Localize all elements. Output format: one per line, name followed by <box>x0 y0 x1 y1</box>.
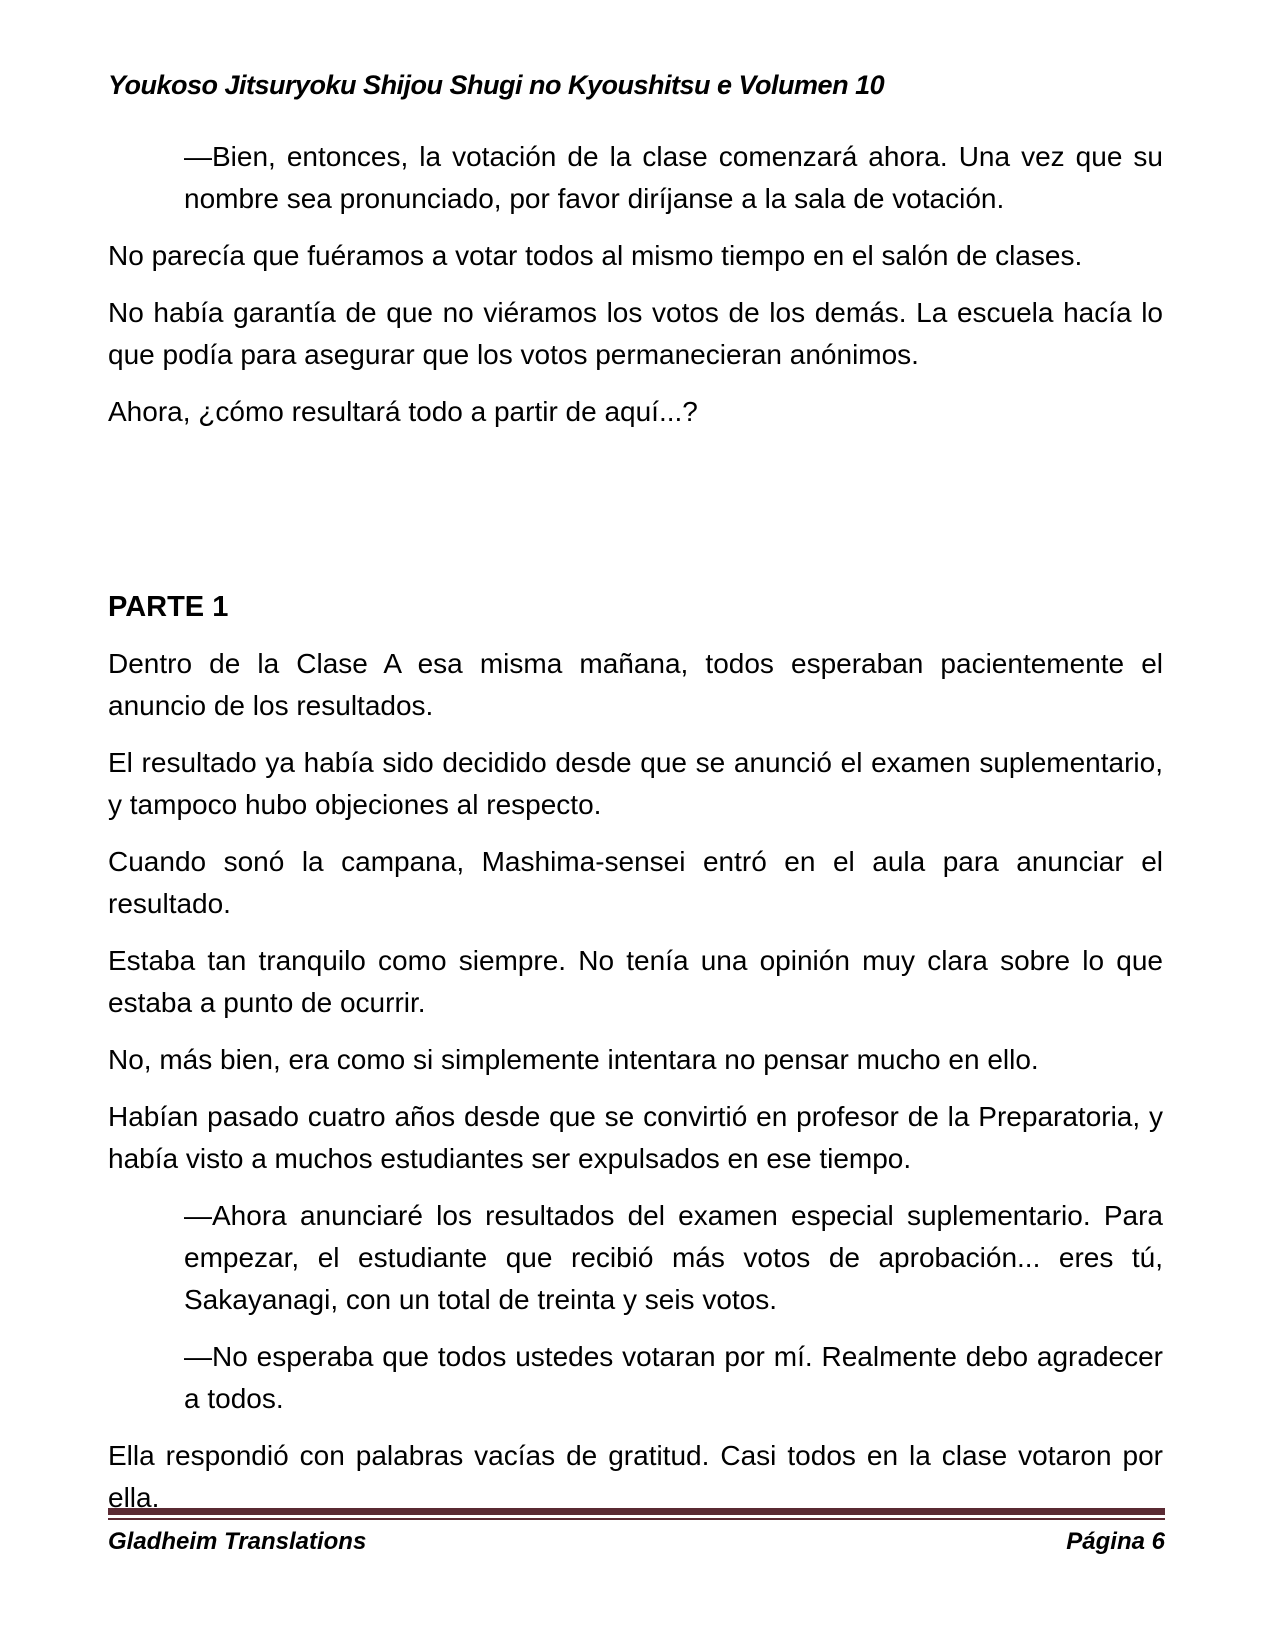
footer-text-row <box>108 1528 1165 1556</box>
section-heading: PARTE 1 <box>108 591 229 623</box>
body-paragraph: Habían pasado cuatro años desde que se convirtió en profesor de la Preparatoria, y había visto a muchos estudiantes ser expulsados en ese tiempo. <box>108 1101 1163 1174</box>
body-paragraph: Estaba tan tranquilo como siempre. No tenía una opinión muy clara sobre lo que estaba a punto de ocurrir. <box>108 945 1163 1018</box>
dialog-paragraph: —Bien, entonces, la votación de la clase comenzará ahora. Una vez que su nombre sea pronunciado, por favor diríjanse a la sala de votación. <box>184 141 1163 214</box>
document-title: Youkoso Jitsuryoku Shijou Shugi no Kyoushitsu e Volumen 10 <box>108 70 885 100</box>
dialog-paragraph: —No esperaba que todos ustedes votaran por mí. Realmente debo agradecer a todos. <box>184 1341 1163 1414</box>
body-paragraph: No parecía que fuéramos a votar todos al mismo tiempo en el salón de clases. <box>108 240 1083 271</box>
body-paragraph: No, más bien, era como si simplemente intentara no pensar mucho en ello. <box>108 1044 1039 1075</box>
document-body <box>108 136 1163 1534</box>
body-paragraph: Dentro de la Clase A esa misma mañana, todos esperaban pacientemente el anuncio de los resultados. <box>108 648 1163 721</box>
body-paragraph: Cuando sonó la campana, Mashima-sensei entró en el aula para anunciar el resultado. <box>108 846 1163 919</box>
footer-rule <box>108 1508 1165 1520</box>
body-paragraph: El resultado ya había sido decidido desde que se anunció el examen suplementario, y tampoco hubo objeciones al respecto. <box>108 747 1163 820</box>
body-paragraph: Ahora, ¿cómo resultará todo a partir de aquí...? <box>108 396 698 427</box>
translator-credit: Gladheim Translations <box>108 1528 367 1555</box>
body-paragraph: No había garantía de que no viéramos los votos de los demás. La escuela hacía lo que podía para asegurar que los votos permanecieran anónimos. <box>108 297 1163 370</box>
page-number: Página 6 <box>1066 1528 1165 1555</box>
section-break-space <box>108 448 1163 586</box>
page-footer <box>108 1508 1165 1556</box>
page-header <box>108 70 1163 101</box>
body-paragraph: Ella respondió con palabras vacías de gratitud. Casi todos en la clase votaron por ella. <box>108 1440 1163 1513</box>
dialog-paragraph: —Ahora anunciaré los resultados del examen especial suplementario. Para empezar, el estudiante que recibió más votos de aprobación... eres tú, Sakayanagi, con un total de treinta y seis votos. <box>184 1200 1163 1315</box>
